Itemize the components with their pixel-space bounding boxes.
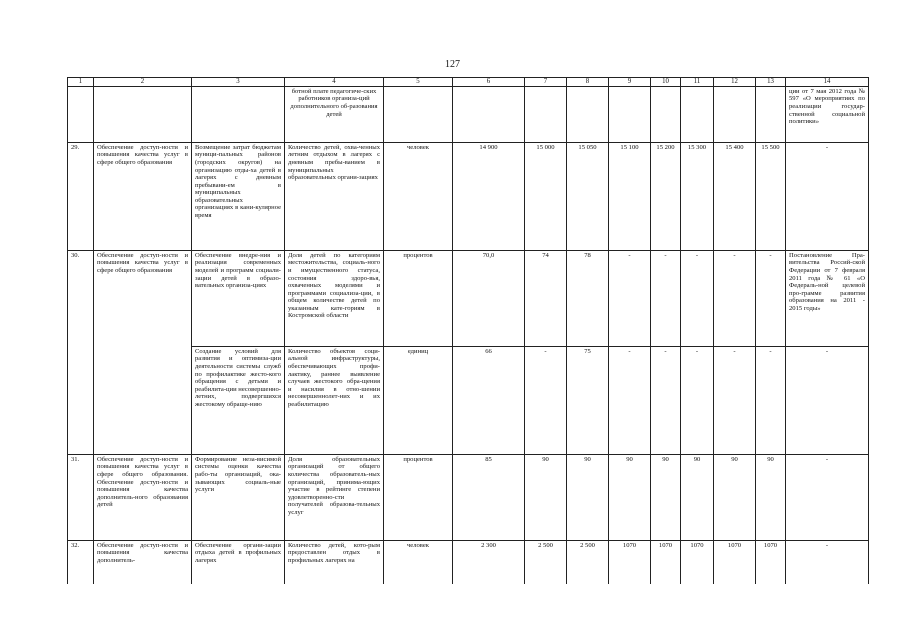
value-cell: - — [756, 250, 786, 346]
value-cell: 90 — [681, 454, 714, 540]
value-cell: 90 — [714, 454, 756, 540]
unit-cell: человек — [384, 142, 453, 250]
value-cell: 15 200 — [651, 142, 681, 250]
value-cell: 1070 — [609, 540, 651, 584]
goal-cell: Обеспечение доступ-ности и повышения качества дополнитель- — [94, 540, 192, 584]
value-cell: 2 500 — [567, 540, 609, 584]
column-number: 10 — [651, 78, 681, 87]
column-number: 6 — [453, 78, 525, 87]
basis-cell: - — [786, 142, 869, 250]
value-cell: - — [651, 346, 681, 454]
indicator-cell: Доля детей по категориям местожительства, социаль-ного и имущественного статуса, состояния здоро-вья, охваченных моделями и программами социализа-ции, в общем количестве детей по указанным кате-гориям в Костромской области — [285, 250, 384, 346]
basis-cell: - — [786, 454, 869, 540]
row-number: 31. — [68, 454, 94, 540]
value-cell: 1070 — [756, 540, 786, 584]
value-cell: 75 — [567, 346, 609, 454]
value-cell: 1070 — [714, 540, 756, 584]
column-number: 7 — [525, 78, 567, 87]
indicator-cell: Количество детей, охва-ченных летним отдыхом в лагерях с дневным пребы-ванием в муниципальных образовательных органи-зациях — [285, 142, 384, 250]
goal-cell: Обеспечение доступ-ности и повышения качества услуг в сфере общего образования. Обеспечение доступ-ности и повышения качества дополнитель-ного образования детей — [94, 454, 192, 540]
basis-cell: ции от 7 мая 2012 года № 597 «О мероприятиях по реализации государ-ственной социальной политики» — [786, 86, 869, 142]
goal-cell: Обеспечение доступ-ности и повышения качества услуг в сфере общего образования — [94, 142, 192, 250]
value-cell: 74 — [525, 250, 567, 346]
measure-cell: Обеспечение органи-зации отдыха детей в профильных лагерях — [192, 540, 285, 584]
table-row — [68, 250, 869, 346]
column-number: 9 — [609, 78, 651, 87]
goal-cell: Обеспечение доступ-ности и повышения качества услуг в сфере общего образования — [94, 250, 192, 454]
value-cell: 2 500 — [525, 540, 567, 584]
value-cell: 1070 — [651, 540, 681, 584]
indicator-cell: Доля образовательных организаций от общего количества образователь-ных организаций, принима-ющих участие в рейтинге степени удовлетворенно-сти получателей образова-тельных услуг — [285, 454, 384, 540]
table-row-continuation — [68, 86, 869, 142]
measure-cell: Создание условий для развития и оптимиза-ции деятельности системы служб по профилактике жесто-кого обращения с детьми и реабилита-ции несовершенно-летних, подвергшихся жестокому обраще-нию — [192, 346, 285, 454]
indicator-cell: ботной плате педагогиче-ских работников организа-ций дополнительного об-разования детей — [285, 86, 384, 142]
table-row — [68, 454, 869, 540]
value-cell: - — [756, 346, 786, 454]
unit-cell: процентов — [384, 454, 453, 540]
column-number-row — [68, 78, 869, 87]
value-cell: 78 — [567, 250, 609, 346]
basis-cell: - — [786, 540, 869, 584]
row-number: 29. — [68, 142, 94, 250]
value-cell: - — [609, 250, 651, 346]
value-cell: 70,0 — [453, 250, 525, 346]
basis-cell: Постановление Пра-вительства Россий-ской Федерации от 7 февраля 2011 года № 61 «О Федераль-ной целевой про-грамме развития образования на 2011 - 2015 годы» — [786, 250, 869, 346]
column-number: 14 — [786, 78, 869, 87]
value-cell: 1070 — [681, 540, 714, 584]
unit-cell: единиц — [384, 346, 453, 454]
value-cell: 15 300 — [681, 142, 714, 250]
value-cell: 90 — [651, 454, 681, 540]
table-row — [68, 540, 869, 584]
row-number: 32. — [68, 540, 94, 584]
measure-cell: Обеспечение внедре-ния и реализация современных моделей и программ социали-зации детей в образо-вательных организа-циях — [192, 250, 285, 346]
value-cell: 90 — [756, 454, 786, 540]
value-cell: 15 500 — [756, 142, 786, 250]
indicator-cell: Количество детей, кото-рым предоставлен отдых в профильных лагерях на — [285, 540, 384, 584]
value-cell: 66 — [453, 346, 525, 454]
value-cell: - — [609, 346, 651, 454]
column-number: 8 — [567, 78, 609, 87]
row-number: 30. — [68, 250, 94, 454]
value-cell: 2 300 — [453, 540, 525, 584]
column-number: 3 — [192, 78, 285, 87]
table-row — [68, 142, 869, 250]
value-cell: - — [714, 346, 756, 454]
indicator-cell: Количество объектов соци-альной инфраструктуры, обеспечивающих профи-лактику, раннее выявление случаев жестокого обра-щения и насилия в отно-шении несовершеннолет-них и их реабилитацию — [285, 346, 384, 454]
value-cell: 90 — [609, 454, 651, 540]
column-number: 12 — [714, 78, 756, 87]
measure-cell: Формирование неза-висимой системы оценки качества рабо-ты организаций, ока-зывающих социаль-ные услуги — [192, 454, 285, 540]
page-number: 127 — [445, 59, 460, 70]
unit-cell: процентов — [384, 250, 453, 346]
value-cell: 15 000 — [525, 142, 567, 250]
unit-cell: человек — [384, 540, 453, 584]
value-cell: 15 100 — [609, 142, 651, 250]
value-cell: - — [714, 250, 756, 346]
value-cell: - — [681, 346, 714, 454]
value-cell: - — [651, 250, 681, 346]
value-cell: - — [525, 346, 567, 454]
value-cell: - — [681, 250, 714, 346]
indicators-table — [67, 77, 869, 584]
value-cell: 15 050 — [567, 142, 609, 250]
column-number: 11 — [681, 78, 714, 87]
value-cell: 85 — [453, 454, 525, 540]
column-number: 13 — [756, 78, 786, 87]
value-cell: 14 900 — [453, 142, 525, 250]
value-cell: 15 400 — [714, 142, 756, 250]
value-cell: 90 — [567, 454, 609, 540]
column-number: 4 — [285, 78, 384, 87]
value-cell: 90 — [525, 454, 567, 540]
column-number: 1 — [68, 78, 94, 87]
basis-cell: - — [786, 346, 869, 454]
measure-cell: Возмещение затрат бюджетам муници-пальных районов (городских округов) на организацию отды-ха детей в лагерях с дневным пребывани-ем в муниципальных образовательных организациях в кани-кулярное время — [192, 142, 285, 250]
column-number: 5 — [384, 78, 453, 87]
column-number: 2 — [94, 78, 192, 87]
